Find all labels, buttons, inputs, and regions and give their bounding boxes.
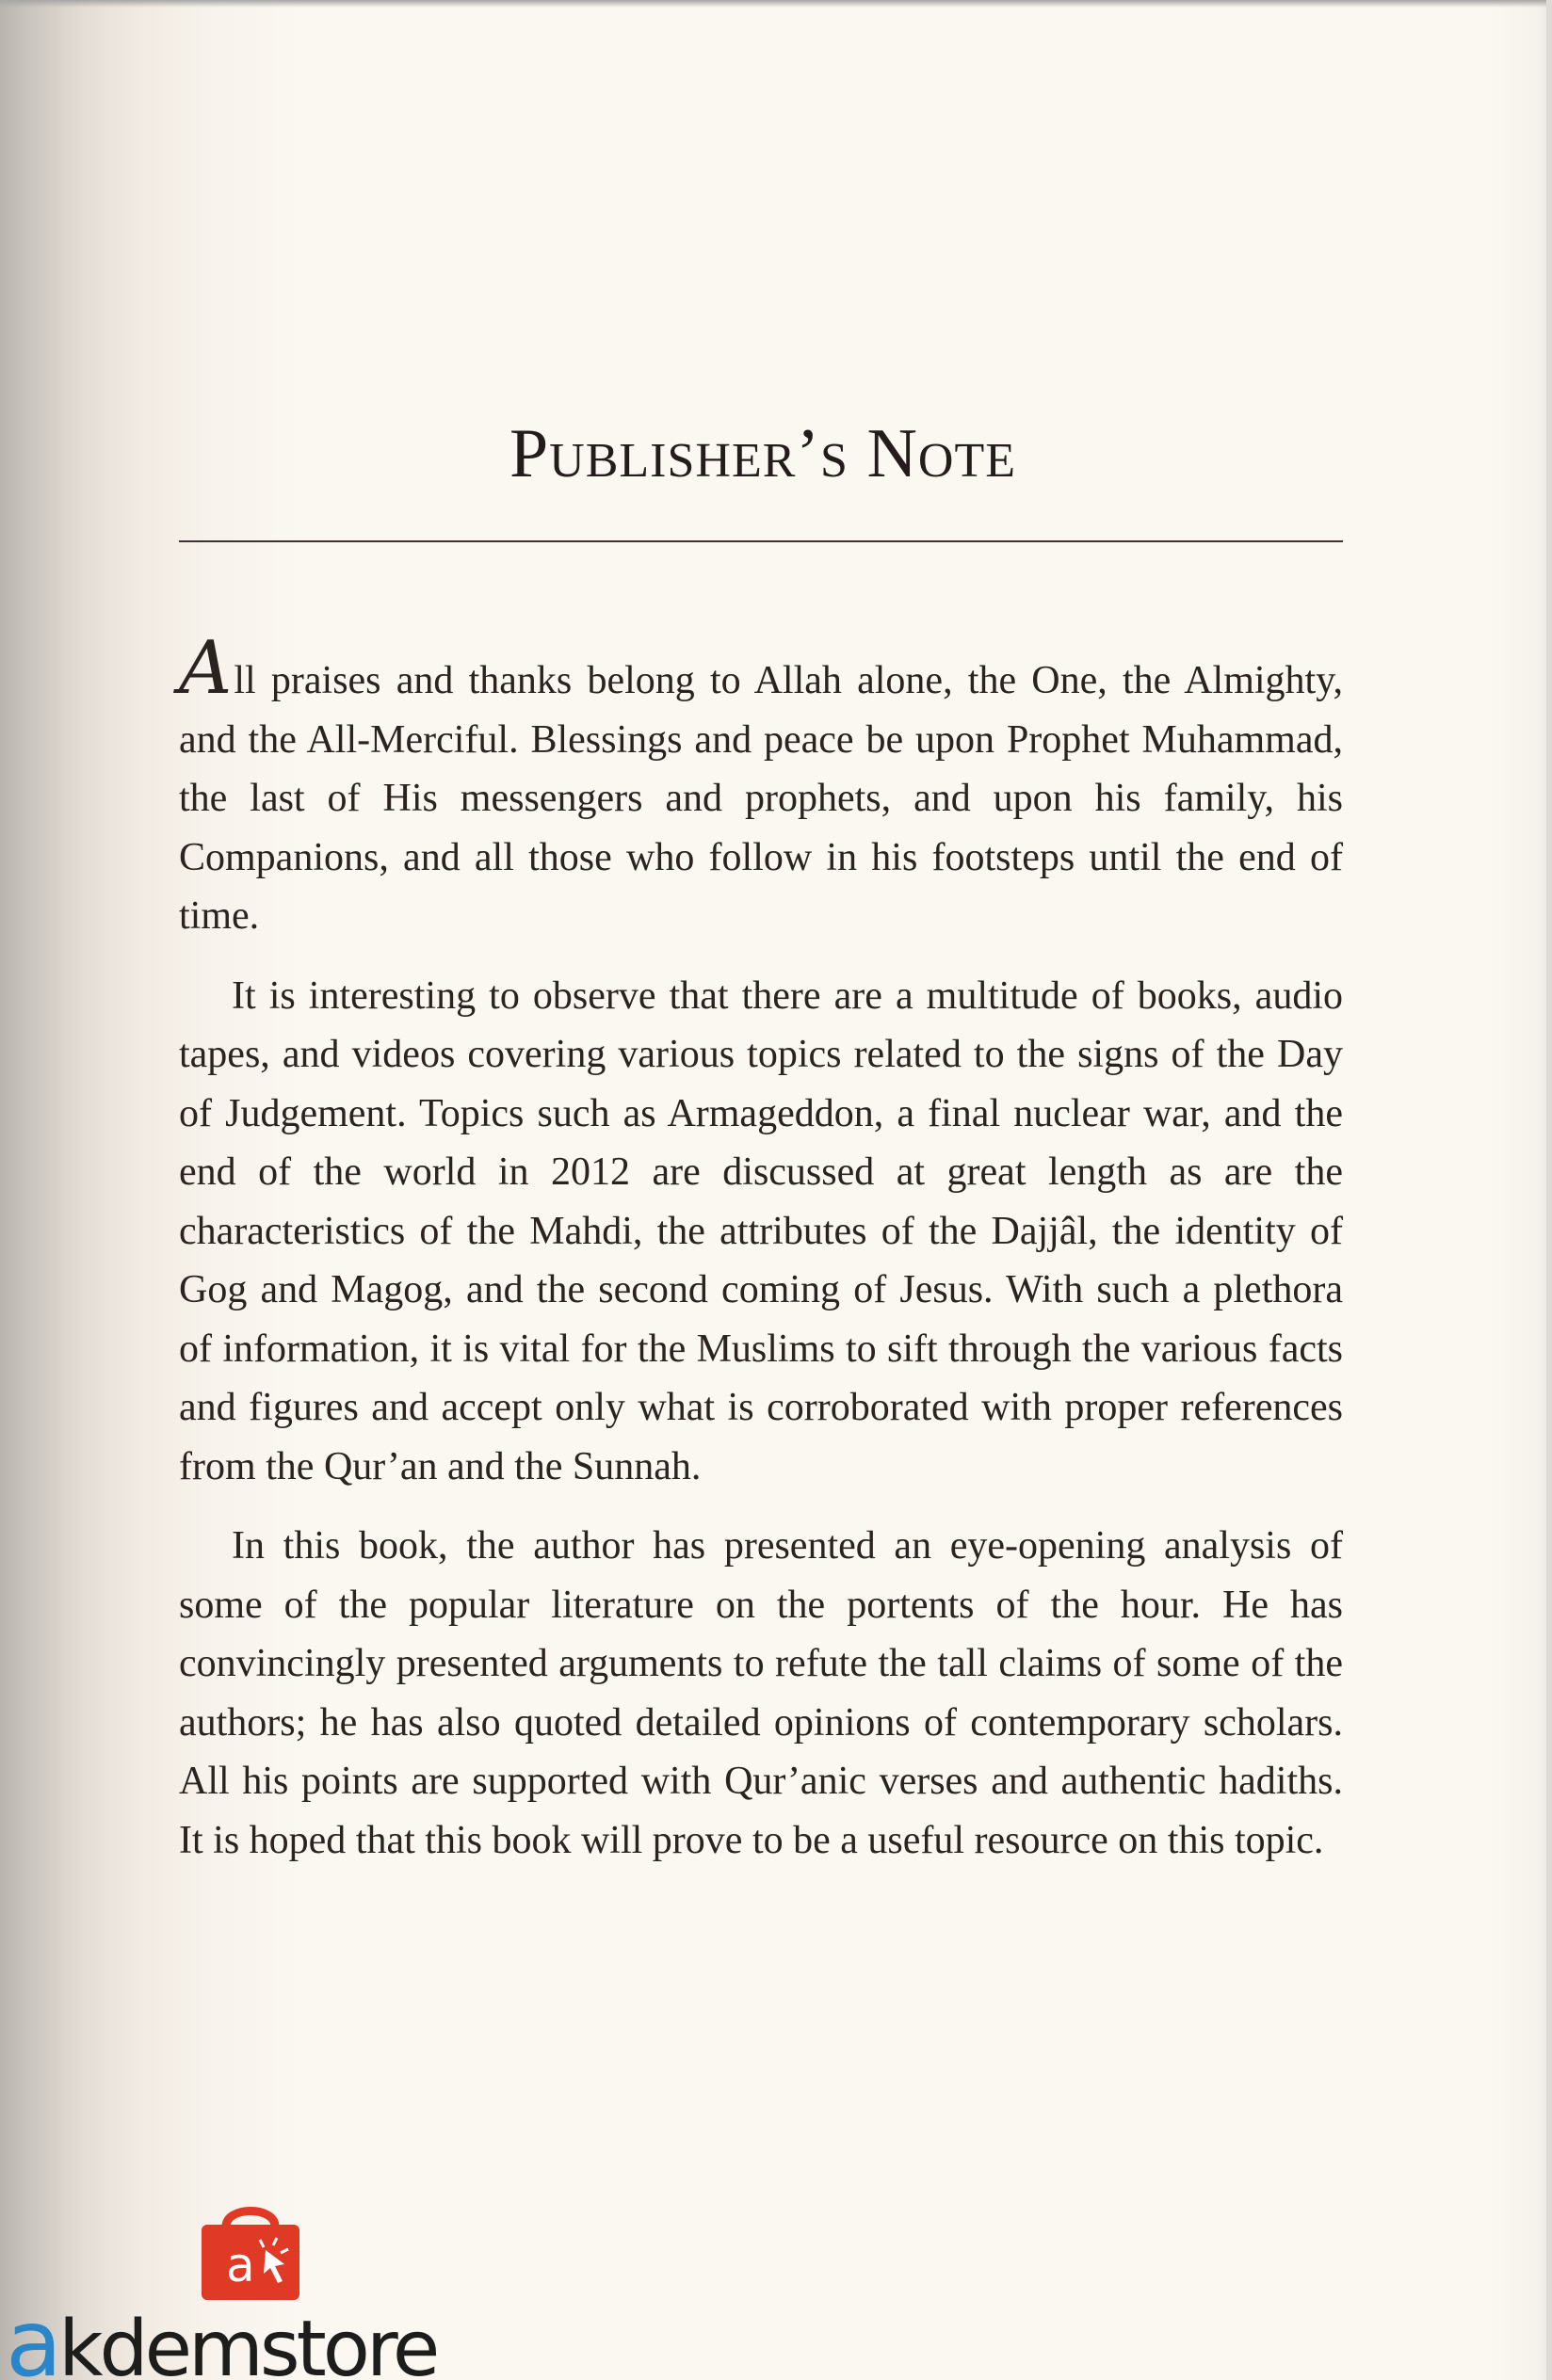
paragraph-1 [179,626,1343,946]
page-top-shadow [0,0,1552,8]
paragraph-1-text: ll praises and thanks belong to Allah alone, the One, the Almighty, and the All-Merciful. Blessings and peace be upon Prophet Muhammad, the last of His messengers and prophets, and upon his family, his Companions, and all those who follow in his footsteps until the end of time. [179,659,1343,938]
drop-cap: A [179,626,233,711]
bag-letter: a [226,2238,255,2292]
page-body [179,626,1343,1890]
title-divider [179,540,1343,542]
brand-rest: kdemstore [58,2305,437,2380]
page-right-edge [1546,0,1552,2380]
brand-wordmark [6,2291,437,2380]
paragraph-2: It is interesting to observe that there are a multitude of books, audio tapes, and videos covering various topics related to the signs of the Day of Judgement. Topics such as Armageddon, a final nuclear war, and the end of the world in 2012 are discussed at great length as are the characteristics of the Mahdi, the attributes of the Dajjâl, the identity of Gog and Magog, and the second coming of Jesus. With such a plethora of information, it is vital for the Muslims to sift through the various facts and figures and accept only what is corroborated with proper references from the Qur’an and the Sunnah. [179,973,1343,1488]
shopping-bag-icon [198,2198,303,2302]
brand-prefix: a [6,2291,59,2380]
page-title: Publisher’s Note [509,415,1016,492]
paragraph-3: In this book, the author has presented an eye-opening analysis of some of the popular literature on the portents of the hour. He has convincingly presented arguments to refute the tall claims of some of the authors; he has also quoted detailed opinions of contemporary scholars. All his points are supported with Qur’anic verses and authentic hadiths. It is hoped that this book will prove to be a useful resource on this topic. [179,1524,1343,1862]
store-watermark-logo [0,2165,509,2380]
